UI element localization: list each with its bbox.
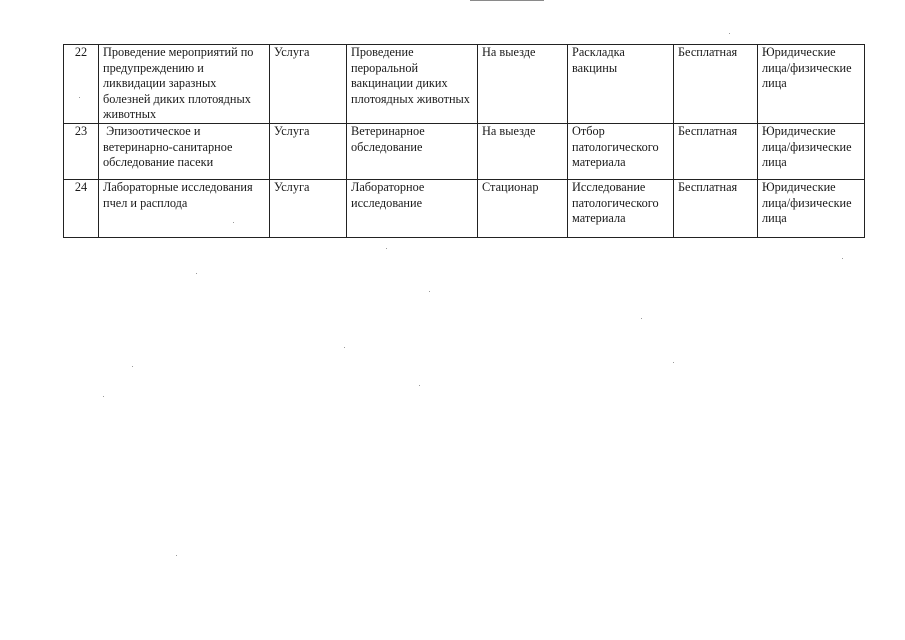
scan-speck: [386, 248, 387, 249]
service-recipients: Юридические лица/физические лица: [758, 124, 865, 180]
scan-speck: [673, 362, 674, 363]
service-payment: Бесплатная: [674, 124, 758, 180]
scan-speck: [344, 347, 345, 348]
scan-speck: [729, 33, 730, 34]
service-recipients: Юридические лица/физические лица: [758, 45, 865, 124]
scan-speck: [79, 97, 80, 98]
service-place: На выезде: [478, 124, 568, 180]
scan-speck: [842, 258, 843, 259]
scan-speck: [103, 396, 104, 397]
service-result: Отбор патологического материала: [568, 124, 674, 180]
service-result: Исследование патологического материала: [568, 180, 674, 238]
service-payment: Бесплатная: [674, 180, 758, 238]
table-row: [64, 45, 865, 124]
service-result: Раскладка вакцины: [568, 45, 674, 124]
scan-speck: [429, 291, 430, 292]
scan-speck: [419, 385, 420, 386]
scan-speck: [176, 555, 177, 556]
scan-speck: [641, 318, 642, 319]
service-payment: Бесплатная: [674, 45, 758, 124]
table-row: [64, 124, 865, 180]
row-number: 22: [64, 45, 99, 124]
service-place: На выезде: [478, 45, 568, 124]
service-type: Услуга: [270, 124, 347, 180]
scan-speck: [196, 273, 197, 274]
service-place: Стационар: [478, 180, 568, 238]
scan-speck: [132, 366, 133, 367]
service-content: Ветеринарное обследование: [347, 124, 478, 180]
top-scan-mark: [470, 0, 544, 3]
services-table: [63, 44, 865, 238]
service-name: Лабораторные исследования пчел и расплода: [99, 180, 270, 238]
service-content: Проведение пероральной вакцинации диких плотоядных животных: [347, 45, 478, 124]
scan-speck: [233, 222, 234, 223]
service-name: Эпизоотическое и ветеринарно-санитарное обследование пасеки: [99, 124, 270, 180]
row-number: 23: [64, 124, 99, 180]
row-number: 24: [64, 180, 99, 238]
service-content: Лабораторное исследование: [347, 180, 478, 238]
service-recipients: Юридические лица/физические лица: [758, 180, 865, 238]
service-type: Услуга: [270, 45, 347, 124]
service-name: Проведение мероприятий по предупреждению и ликвидации заразных болезней диких плотоядных животных: [99, 45, 270, 124]
service-type: Услуга: [270, 180, 347, 238]
table-row: [64, 180, 865, 238]
